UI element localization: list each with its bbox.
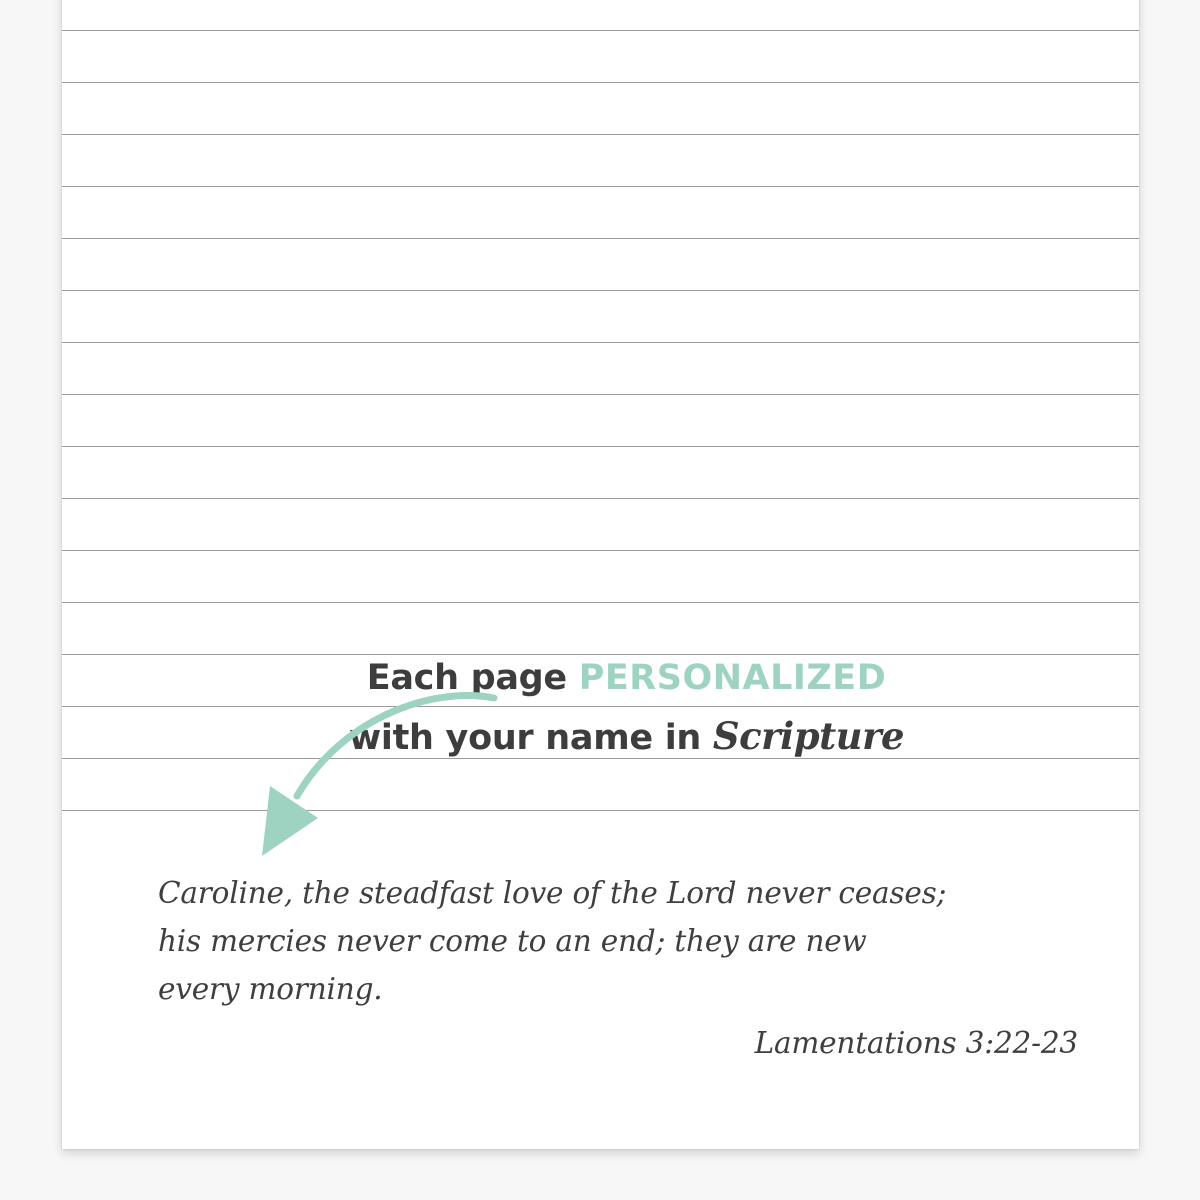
rule-line xyxy=(62,30,1139,31)
personalized-verse-text xyxy=(158,870,1038,1013)
verse-line: Caroline, the steadfast love of the Lord never ceases; xyxy=(158,876,947,910)
verse-line: every morning. xyxy=(158,971,383,1006)
rule-line xyxy=(62,186,1139,187)
rule-line xyxy=(62,238,1139,239)
verse-reference: Lamentations 3:22-23 xyxy=(754,1026,1078,1060)
rule-line xyxy=(62,290,1139,291)
rule-line xyxy=(62,550,1139,551)
rule-line xyxy=(62,498,1139,499)
rule-line xyxy=(62,446,1139,447)
rule-line xyxy=(62,394,1139,395)
lined-notepad-page xyxy=(62,0,1139,1149)
rule-line xyxy=(62,82,1139,83)
headline-script-word: Scripture xyxy=(712,714,905,759)
rule-line xyxy=(62,342,1139,343)
rule-line xyxy=(62,134,1139,135)
rule-line xyxy=(62,602,1139,603)
curved-arrow-down-left-icon xyxy=(202,646,502,886)
headline-line-1-prefix: Each page xyxy=(366,658,579,698)
verse-line: his mercies never come to an end; they are new xyxy=(158,923,867,958)
headline-line-2-prefix: with your name in xyxy=(348,718,713,759)
headline-accent-word: PERSONALIZED xyxy=(578,658,887,698)
